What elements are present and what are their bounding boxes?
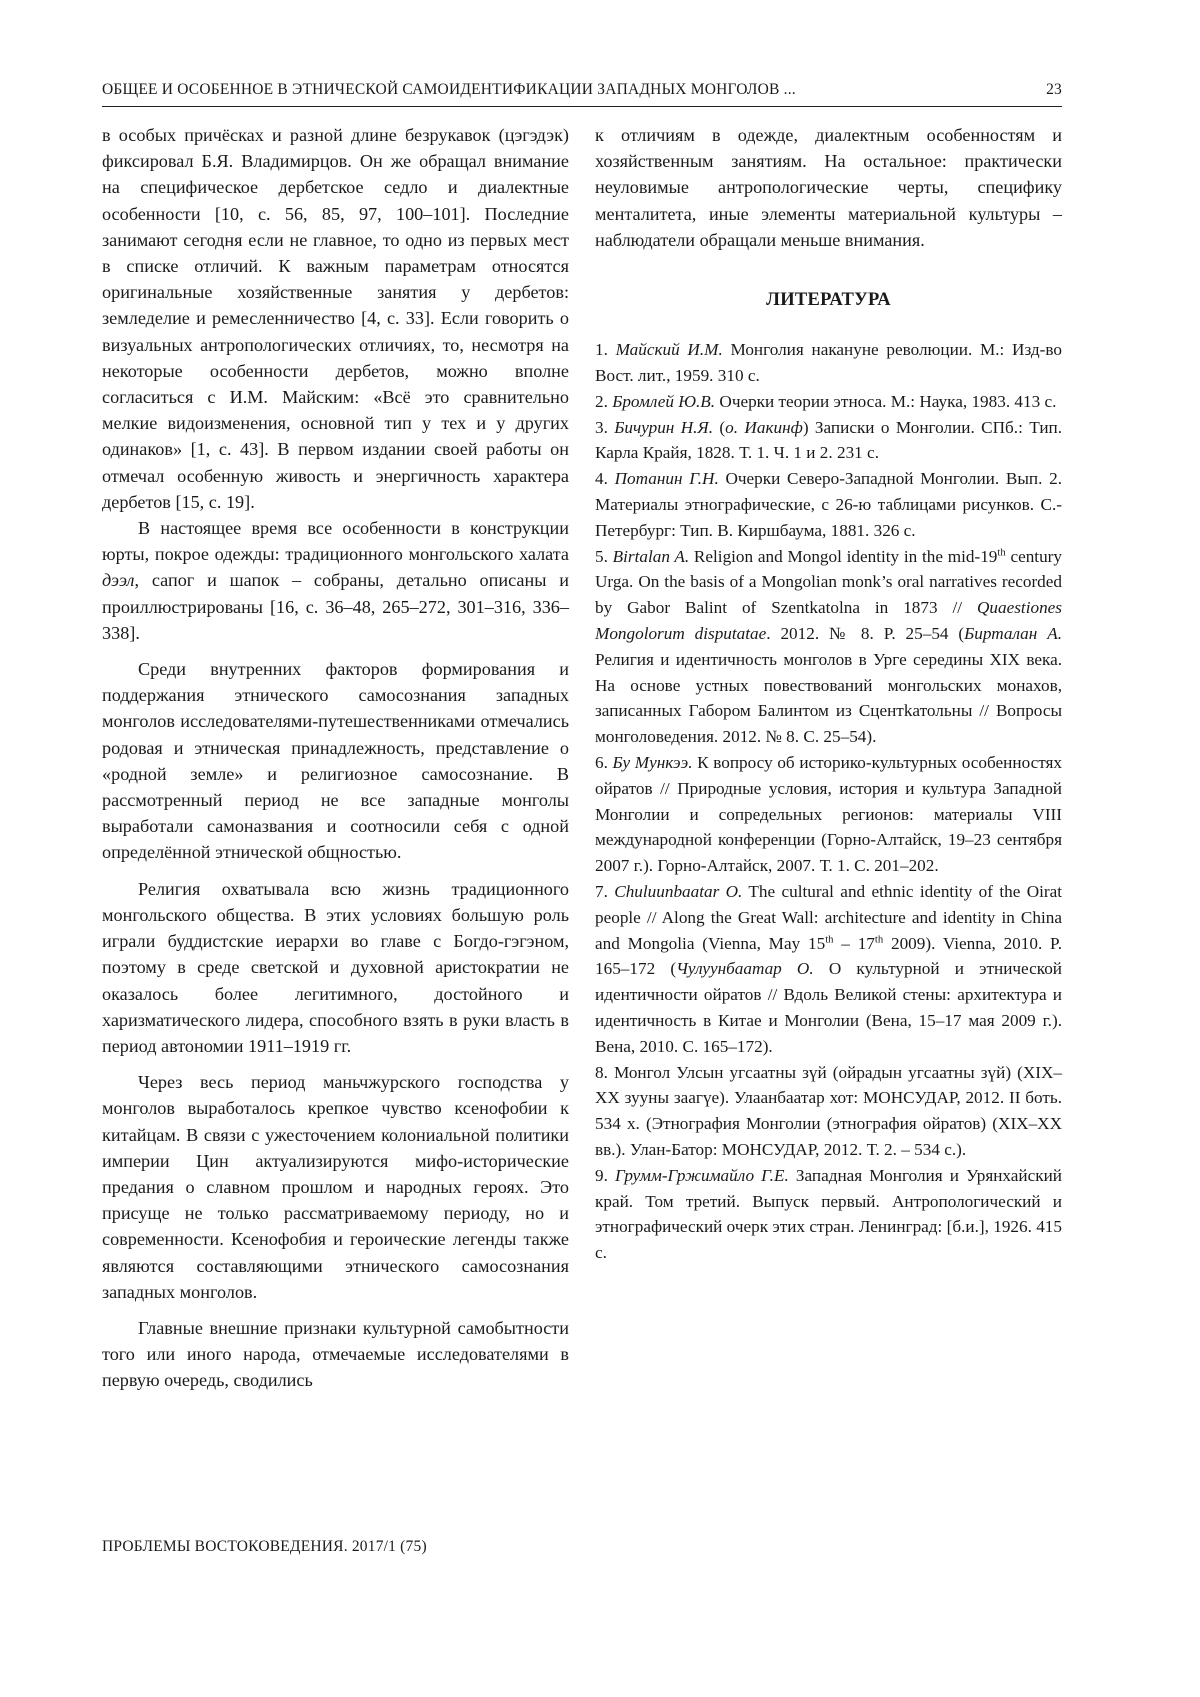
reference-item: 3. Бичурин Н.Я. (о. Иакинф) Записки о Монголии. СПб.: Тип. Карла Крайя, 1828. Т. 1. Ч. 1 и 2. 231 с. [595,417,1063,463]
journal-footer: ПРОБЛЕМЫ ВОСТОКОВЕДЕНИЯ. 2017/1 (75) [102,1538,427,1555]
paragraph: в особых причёсках и разной длине безрукавок (цэгэдэк) фиксировал Б.Я. Владимирцов. Он же обращал внимание на специфическое дербетское седло и диалектные особенности [10, с. 56, 85, 97, 100–101]. Последние занимают сегодня если не главное, то одно из первых мест в списке отличий. К важным параметрам относятся оригинальные хозяйственные занятия у дербетов: земледелие и ремесленничество [4, с. 33]. Если говорить о визуальных антропологических отличиях, то, несмотря на некоторые особенности дербетов, можно вполне согласиться с И.М. Майским: «Всё это сравнительно мелкие видоизменения, основной тип у тех и у других одинаков» [1, с. 43]. В первом издании своей работы он отмечал особенную живость и энергичность характера дербетов [15, с. 19]. [102,125,569,512]
paragraph: Главные внешние признаки культурной самобытности того или иного народа, отмечаемые исследователями в первую очередь, сводились [102,1317,569,1391]
right-column [595,122,1062,1266]
reference-item: 2. Бромлей Ю.В. Очерки теории этноса. М.: Наука, 1983. 413 с. [595,391,1057,411]
paragraph: В настоящее время все особенности в конструкции юрты, покрое одежды: традиционного монгольского халата дээл, сапог и шапок – собраны, детально описаны и проиллюстрированы [16, с. 36–48, 265–272, 301–316, 336–338]. [102,518,569,643]
references-heading: ЛИТЕРАТУРА [766,290,891,311]
reference-item: 8. Монгол Улсын угсаатны зүй (ойрадын угсаатны зүй) (XIX–XX зууны заагүе). Улаанбаатар хот: МОНСУДАР, 2012. II боть. 534 х. (Этнография Монголии (этнография ойратов) (XIX–XX вв.). Улан-Батор: МОНСУДАР, 2012. Т. 2. – 534 с.). [595,1062,1062,1159]
reference-item: 4. Потанин Г.Н. Очерки Северо-Западной Монголии. Вып. 2. Материалы этнографические, с 26-ю таблицами рисунков. С.-Петербург: Тип. В. Киршбаума, 1881. 326 с. [595,469,1063,540]
paragraph: Через весь период маньчжурского господства у монголов выработалось крепкое чувство ксенофобии к китайцам. В связи с ужесточением колониальной политики империи Цин актуализируются мифо-исторические предания о славном прошлом и народных героях. Это присуще не только рассматриваемому периоду, но и современности. Ксенофобия и героические легенды также являются составляющими этнического самосознания западных монголов. [102,1072,569,1302]
reference-item: 7. Chuluunbaatar O. The cultural and ethnic identity of the Oirat people // Along the Great Wall: architecture and identity in China and Mongolia (Vienna, May 15th – 17th 2009). Vienna, 2010. P. 165–172 (Чулуунбаатар О. О культурной и этнической идентичности ойратов // Вдоль Великой стены: архитектура и идентичность в Китае и Монголии (Вена, 15–17 мая 2009 г.). Вена, 2010. С. 165–172). [595,881,1063,1056]
reference-item: 6. Бу Мункээ. К вопросу об историко-культурных особенностях ойратов // Природные условия, история и культура Западной Монголии и сопредельных регионов: материалы VIII международной конференции (Горно-Алтайск, 19–23 сентября 2007 г.). Горно-Алтайск, 2007. Т. 1. С. 201–202. [595,752,1063,876]
reference-item: 5. Birtalan A. Religion and Mongol identity in the mid-19th century Urga. On the basis of a Mongolian monk’s oral narratives recorded by Gabor Balint of Szentkatolna in 1873 // Quaestiones Mongolorum disputatae. 2012. № 8. P. 25–54 (Бирталан А. Религия и идентичность монголов в Урге середины XIX века. На основе устных повествований монгольских монахов, записанных Габором Балинтом из Сцентkатольны // Вопросы монголоведения. 2012. № 8. С. 25–54). [595,546,1062,747]
paragraph: к отличиям в одежде, диалектным особенностям и хозяйственным занятиям. На остальное: практически неуловимые антропологические черты, специфику менталитета, иные элементы материальной культуры – наблюдатели обращали меньше внимания. [595,125,1062,250]
running-title: ОБЩЕЕ И ОСОБЕННОЕ В ЭТНИЧЕСКОЙ САМОИДЕНТИФИКАЦИИ ЗАПАДНЫХ МОНГОЛОВ ... [102,81,796,98]
paragraph: Среди внутренних факторов формирования и поддержания этнического самосознания западных монголов исследователями-путешественниками отмечались родовая и этническая принадлежность, представление о «родной земле» и религиозное самосознание. В рассмотренный период не все западные монголы выработали самоназвания и соотносили себя с одной определённой этнической общностью. [102,659,569,863]
reference-item: 9. Грумм-Гржимайло Г.Е. Западная Монголия и Урянхайский край. Том третий. Выпуск первый. Антропологический и этнографический очерк этих стран. Ленинград: [б.и.], 1926. 415 с. [595,1165,1062,1263]
paragraph: Религия охватывала всю жизнь традиционного монгольского общества. В этих условиях большую роль играли буддистские иерархи во главе с Богдо-гэгэном, поэтому в среде светской и духовной аристократии не оказалось более легитимного, достойного и харизматического лидера, способного взять в руки власть в период автономии 1911–1919 гг. [102,878,569,1056]
running-header [102,78,1062,107]
reference-item: 1. Майский И.М. Монголия накануне революции. М.: Изд-во Вост. лит., 1959. 310 с. [595,340,1062,386]
left-column [102,122,569,1394]
page-number: 23 [1046,81,1062,98]
